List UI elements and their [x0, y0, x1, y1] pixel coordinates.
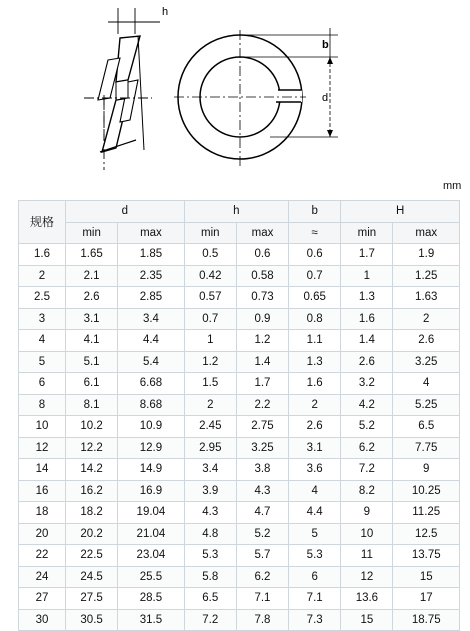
spec-cell: 20	[19, 523, 66, 545]
value-cell: 3.6	[289, 459, 341, 481]
value-cell: 10.9	[118, 416, 184, 438]
table-row	[19, 502, 460, 524]
value-cell: 3.4	[118, 308, 184, 330]
value-cell: 2.6	[289, 416, 341, 438]
subheader: max	[236, 222, 288, 244]
value-cell: 15	[393, 566, 460, 588]
value-cell: 14.2	[66, 459, 118, 481]
spec-cell: 30	[19, 609, 66, 631]
value-cell: 1	[184, 330, 236, 352]
value-cell: 1.4	[341, 330, 393, 352]
value-cell: 0.73	[236, 287, 288, 309]
subheader: min	[341, 222, 393, 244]
spec-cell: 3	[19, 308, 66, 330]
value-cell: 4.1	[66, 330, 118, 352]
spec-cell: 24	[19, 566, 66, 588]
value-cell: 4.2	[341, 394, 393, 416]
label-b: b	[322, 39, 329, 51]
group-header-d: d	[66, 201, 185, 223]
value-cell: 5.8	[184, 566, 236, 588]
value-cell: 6	[289, 566, 341, 588]
table-row	[19, 373, 460, 395]
group-header-h: h	[184, 201, 288, 223]
value-cell: 1.7	[341, 244, 393, 266]
value-cell: 1.6	[289, 373, 341, 395]
value-cell: 0.58	[236, 265, 288, 287]
value-cell: 0.5	[184, 244, 236, 266]
table-row	[19, 523, 460, 545]
spec-cell: 5	[19, 351, 66, 373]
table-row	[19, 287, 460, 309]
value-cell: 1.5	[184, 373, 236, 395]
spec-cell: 2.5	[19, 287, 66, 309]
value-cell: 12.9	[118, 437, 184, 459]
value-cell: 1.2	[184, 351, 236, 373]
value-cell: 28.5	[118, 588, 184, 610]
value-cell: 2.75	[236, 416, 288, 438]
value-cell: 11	[341, 545, 393, 567]
value-cell: 2.2	[236, 394, 288, 416]
value-cell: 12.2	[66, 437, 118, 459]
table-row	[19, 566, 460, 588]
value-cell: 0.8	[289, 308, 341, 330]
value-cell: 7.2	[341, 459, 393, 481]
value-cell: 0.6	[289, 244, 341, 266]
value-cell: 1.65	[66, 244, 118, 266]
spec-cell: 27	[19, 588, 66, 610]
spec-cell: 1.6	[19, 244, 66, 266]
spec-cell: 22	[19, 545, 66, 567]
subheader: min	[184, 222, 236, 244]
value-cell: 2.1	[66, 265, 118, 287]
value-cell: 20.2	[66, 523, 118, 545]
spec-cell: 6	[19, 373, 66, 395]
value-cell: 1	[341, 265, 393, 287]
table-row	[19, 459, 460, 481]
value-cell: 5.1	[66, 351, 118, 373]
value-cell: 3.1	[66, 308, 118, 330]
subheader: max	[393, 222, 460, 244]
value-cell: 12.5	[393, 523, 460, 545]
subheader: max	[118, 222, 184, 244]
group-header-H: H	[341, 201, 460, 223]
table-row	[19, 480, 460, 502]
value-cell: 5	[289, 523, 341, 545]
value-cell: 3.25	[236, 437, 288, 459]
value-cell: 15	[341, 609, 393, 631]
value-cell: 3.9	[184, 480, 236, 502]
spring-washer-drawing	[0, 0, 470, 190]
value-cell: 0.9	[236, 308, 288, 330]
side-view	[84, 8, 160, 170]
value-cell: 5.4	[118, 351, 184, 373]
table-row	[19, 545, 460, 567]
value-cell: 14.9	[118, 459, 184, 481]
value-cell: 1.25	[393, 265, 460, 287]
value-cell: 9	[393, 459, 460, 481]
spec-cell: 4	[19, 330, 66, 352]
value-cell: 6.2	[341, 437, 393, 459]
top-view	[174, 28, 338, 166]
value-cell: 0.57	[184, 287, 236, 309]
value-cell: 2.85	[118, 287, 184, 309]
value-cell: 1.4	[236, 351, 288, 373]
subheader: ≈	[289, 222, 341, 244]
value-cell: 7.75	[393, 437, 460, 459]
value-cell: 1.2	[236, 330, 288, 352]
value-cell: 4	[393, 373, 460, 395]
spring-washer-spec-table	[18, 200, 460, 631]
label-h: h	[162, 6, 169, 18]
value-cell: 1.3	[289, 351, 341, 373]
table-row	[19, 308, 460, 330]
value-cell: 5.2	[236, 523, 288, 545]
value-cell: 1.6	[341, 308, 393, 330]
value-cell: 6.5	[393, 416, 460, 438]
value-cell: 2	[393, 308, 460, 330]
value-cell: 7.1	[236, 588, 288, 610]
value-cell: 6.1	[66, 373, 118, 395]
value-cell: 11.25	[393, 502, 460, 524]
value-cell: 2.45	[184, 416, 236, 438]
value-cell: 3.8	[236, 459, 288, 481]
value-cell: 22.5	[66, 545, 118, 567]
unit-label: mm	[443, 180, 462, 192]
value-cell: 12	[341, 566, 393, 588]
value-cell: 8.2	[341, 480, 393, 502]
value-cell: 4.4	[289, 502, 341, 524]
table-row	[19, 588, 460, 610]
value-cell: 13.6	[341, 588, 393, 610]
spec-cell: 8	[19, 394, 66, 416]
table-row	[19, 394, 460, 416]
table-row	[19, 330, 460, 352]
value-cell: 7.1	[289, 588, 341, 610]
value-cell: 31.5	[118, 609, 184, 631]
value-cell: 1.9	[393, 244, 460, 266]
value-cell: 0.7	[289, 265, 341, 287]
value-cell: 1.63	[393, 287, 460, 309]
value-cell: 4.4	[118, 330, 184, 352]
corner-header: 规格	[19, 201, 66, 244]
value-cell: 5.2	[341, 416, 393, 438]
table-row	[19, 416, 460, 438]
value-cell: 1.3	[341, 287, 393, 309]
value-cell: 3.1	[289, 437, 341, 459]
table-row	[19, 351, 460, 373]
value-cell: 4	[289, 480, 341, 502]
value-cell: 3.2	[341, 373, 393, 395]
group-header-b: b	[289, 201, 341, 223]
value-cell: 30.5	[66, 609, 118, 631]
value-cell: 9	[341, 502, 393, 524]
value-cell: 5.7	[236, 545, 288, 567]
table-row	[19, 437, 460, 459]
value-cell: 7.8	[236, 609, 288, 631]
spec-cell: 14	[19, 459, 66, 481]
value-cell: 0.7	[184, 308, 236, 330]
value-cell: 2.95	[184, 437, 236, 459]
label-d: d	[322, 92, 329, 104]
value-cell: 4.8	[184, 523, 236, 545]
table-row	[19, 265, 460, 287]
table-row	[19, 244, 460, 266]
value-cell: 6.68	[118, 373, 184, 395]
value-cell: 2.6	[393, 330, 460, 352]
value-cell: 4.3	[184, 502, 236, 524]
table-body	[19, 244, 460, 631]
value-cell: 13.75	[393, 545, 460, 567]
value-cell: 2.6	[341, 351, 393, 373]
value-cell: 23.04	[118, 545, 184, 567]
value-cell: 5.25	[393, 394, 460, 416]
spec-cell: 18	[19, 502, 66, 524]
value-cell: 7.3	[289, 609, 341, 631]
value-cell: 3.4	[184, 459, 236, 481]
value-cell: 25.5	[118, 566, 184, 588]
value-cell: 5.3	[184, 545, 236, 567]
value-cell: 10.25	[393, 480, 460, 502]
value-cell: 0.6	[236, 244, 288, 266]
value-cell: 18.2	[66, 502, 118, 524]
table-header-row	[19, 201, 460, 223]
value-cell: 7.2	[184, 609, 236, 631]
value-cell: 8.1	[66, 394, 118, 416]
value-cell: 1.85	[118, 244, 184, 266]
table-subheader-row	[19, 222, 460, 244]
value-cell: 2.35	[118, 265, 184, 287]
value-cell: 24.5	[66, 566, 118, 588]
value-cell: 2.6	[66, 287, 118, 309]
value-cell: 19.04	[118, 502, 184, 524]
value-cell: 18.75	[393, 609, 460, 631]
value-cell: 16.9	[118, 480, 184, 502]
spec-cell: 2	[19, 265, 66, 287]
value-cell: 10.2	[66, 416, 118, 438]
value-cell: 4.7	[236, 502, 288, 524]
value-cell: 17	[393, 588, 460, 610]
value-cell: 10	[341, 523, 393, 545]
value-cell: 3.25	[393, 351, 460, 373]
value-cell: 1.7	[236, 373, 288, 395]
value-cell: 8.68	[118, 394, 184, 416]
value-cell: 6.5	[184, 588, 236, 610]
value-cell: 5.3	[289, 545, 341, 567]
spec-cell: 10	[19, 416, 66, 438]
value-cell: 0.42	[184, 265, 236, 287]
subheader: min	[66, 222, 118, 244]
value-cell: 6.2	[236, 566, 288, 588]
value-cell: 1.1	[289, 330, 341, 352]
value-cell: 21.04	[118, 523, 184, 545]
value-cell: 0.65	[289, 287, 341, 309]
value-cell: 27.5	[66, 588, 118, 610]
table-row	[19, 609, 460, 631]
value-cell: 2	[289, 394, 341, 416]
value-cell: 4.3	[236, 480, 288, 502]
spec-cell: 16	[19, 480, 66, 502]
value-cell: 2	[184, 394, 236, 416]
spec-cell: 12	[19, 437, 66, 459]
value-cell: 16.2	[66, 480, 118, 502]
